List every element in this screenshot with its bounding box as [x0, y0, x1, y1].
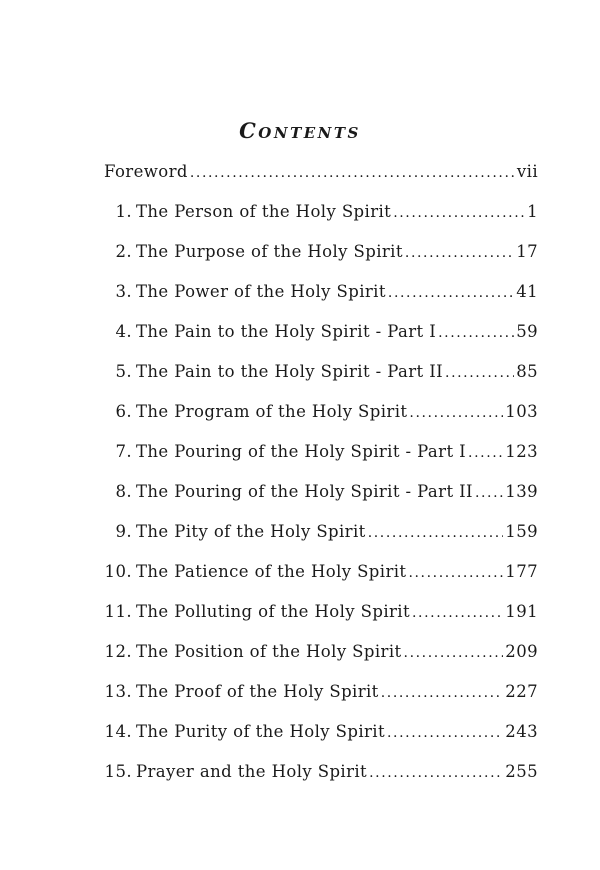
dot-leader	[412, 601, 503, 625]
page-title: Contents	[239, 118, 361, 143]
toc-entry-9	[104, 520, 538, 560]
dot-leader	[190, 161, 515, 185]
toc-entry-number: 15.	[104, 762, 132, 781]
toc-entry-label: Prayer and the Holy Spirit	[136, 762, 368, 781]
table-of-contents	[104, 160, 538, 800]
toc-entry-page: 227	[505, 682, 538, 701]
toc-entry-label: Foreword	[104, 162, 188, 181]
toc-entry-page: 159	[505, 522, 538, 541]
toc-entry-number: 6.	[115, 402, 132, 421]
toc-entry-2	[104, 240, 538, 280]
toc-entry-number: 3.	[115, 282, 132, 301]
toc-entry-number: 10.	[104, 562, 132, 581]
toc-entry-4	[104, 320, 538, 360]
toc-entry-page: 85	[516, 362, 538, 381]
toc-entry-14	[104, 720, 538, 760]
dot-leader	[381, 681, 504, 705]
dot-leader	[368, 521, 504, 545]
toc-entry-page: 209	[505, 642, 538, 661]
toc-entry-number: 12.	[104, 642, 132, 661]
toc-entry-10	[104, 560, 538, 600]
toc-entry-page: 41	[516, 282, 538, 301]
toc-entry-page: 59	[516, 322, 538, 341]
toc-entry-foreword	[104, 160, 538, 200]
toc-entry-label: The Program of the Holy Spirit	[136, 402, 408, 421]
toc-entry-page: 103	[505, 402, 538, 421]
dot-leader	[405, 241, 514, 265]
toc-entry-number: 4.	[115, 322, 132, 341]
toc-entry-5	[104, 360, 538, 400]
dot-leader	[408, 561, 503, 585]
toc-entry-page: 139	[505, 482, 538, 501]
toc-entry-15	[104, 760, 538, 800]
toc-entry-13	[104, 680, 538, 720]
toc-entry-number: 5.	[115, 362, 132, 381]
toc-entry-8	[104, 480, 538, 520]
toc-entry-1	[104, 200, 538, 240]
toc-entry-label: The Pain to the Holy Spirit - Part II	[136, 362, 444, 381]
toc-entry-page: 17	[516, 242, 538, 261]
dot-leader	[388, 281, 514, 305]
dot-leader	[409, 401, 503, 425]
toc-entry-page: 177	[505, 562, 538, 581]
toc-entry-label: The Purity of the Holy Spirit	[136, 722, 385, 741]
toc-entry-label: The Power of the Holy Spirit	[136, 282, 386, 301]
toc-entry-3	[104, 280, 538, 320]
toc-entry-number: 7.	[115, 442, 132, 461]
toc-entry-7	[104, 440, 538, 480]
toc-entry-label: The Pouring of the Holy Spirit - Part II	[136, 482, 473, 501]
toc-entry-page: vii	[516, 162, 538, 181]
toc-entry-number: 13.	[104, 682, 132, 701]
toc-entry-number: 8.	[115, 482, 132, 501]
toc-entry-label: The Purpose of the Holy Spirit	[136, 242, 403, 261]
toc-entry-page: 243	[505, 722, 538, 741]
toc-entry-number: 9.	[115, 522, 132, 541]
toc-entry-label: The Pity of the Holy Spirit	[136, 522, 366, 541]
dot-leader	[475, 481, 503, 505]
toc-entry-number: 14.	[104, 722, 132, 741]
toc-entry-label: The Patience of the Holy Spirit	[136, 562, 407, 581]
toc-entry-page: 123	[505, 442, 538, 461]
toc-entry-label: The Person of the Holy Spirit	[136, 202, 392, 221]
dot-leader	[369, 761, 503, 785]
toc-entry-number: 2.	[115, 242, 132, 261]
dot-leader	[445, 361, 514, 385]
toc-entry-number: 11.	[104, 602, 132, 621]
dot-leader	[438, 321, 514, 345]
toc-entry-number: 1.	[115, 202, 132, 221]
toc-entry-label: The Polluting of the Holy Spirit	[136, 602, 410, 621]
dot-leader	[468, 441, 503, 465]
toc-entry-label: The Position of the Holy Spirit	[136, 642, 402, 661]
dot-leader	[393, 201, 525, 225]
toc-entry-11	[104, 600, 538, 640]
toc-entry-page: 1	[527, 202, 538, 221]
toc-entry-6	[104, 400, 538, 440]
toc-entry-label: The Pouring of the Holy Spirit - Part I	[136, 442, 467, 461]
dot-leader	[387, 721, 503, 745]
toc-entry-page: 191	[505, 602, 538, 621]
dot-leader	[404, 641, 504, 665]
toc-entry-label: The Pain to the Holy Spirit - Part I	[136, 322, 437, 341]
toc-entry-label: The Proof of the Holy Spirit	[136, 682, 379, 701]
toc-entry-page: 255	[505, 762, 538, 781]
toc-entry-12	[104, 640, 538, 680]
